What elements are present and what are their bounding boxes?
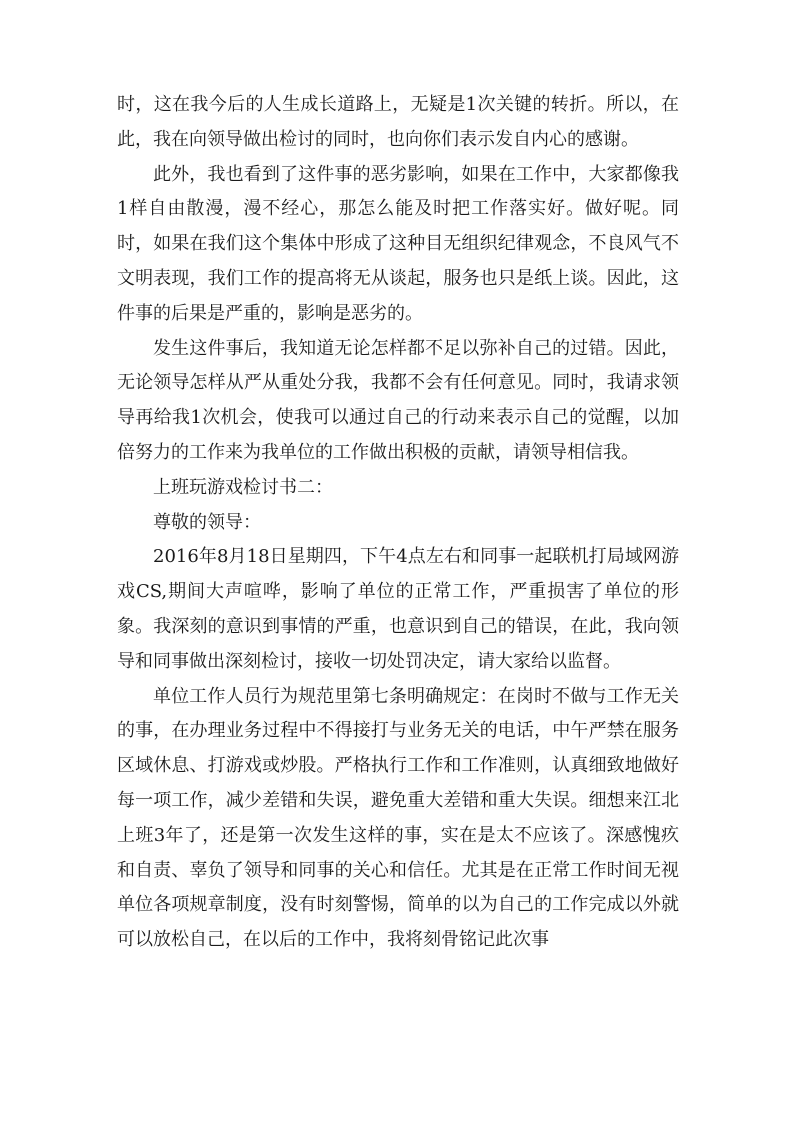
paragraph-request: 发生这件事后，我知道无论怎样都不足以弥补自己的过错。因此，无论领导怎样从严从重处分我，我都不会有任何意见。同时，我请求领导再给我1次机会，使我可以通过自己的行动来表示自己的觉醒，以加倍努力的工作来为我单位的工作做出积极的贡献，请领导相信我。 <box>117 337 679 463</box>
paragraph-incident: 2016年8月18日星期四，下午4点左右和同事一起联机打局域网游戏CS,期间大声喧哗，影响了单位的正常工作，严重损害了单位的形象。我深刻的意识到事情的严重，也意识到自己的错误，在此，我向领导和同事做出深刻检讨，接收一切处罚决定，请大家给以监督。 <box>117 546 679 672</box>
paragraph-continuation: 时，这在我今后的人生成长道路上，无疑是1次关键的转折。所以，在此，我在向领导做出检讨的同时，也向你们表示发自内心的感谢。 <box>117 94 679 150</box>
paragraph-regulations: 单位工作人员行为规范里第七条明确规定：在岗时不做与工作无关的事，在办理业务过程中不得接打与业务无关的电话，中午严禁在服务区域休息、打游戏或炒股。严格执行工作和工作准则，认真细致地做好每一项工作，减少差错和失误，避免重大差错和重大失误。细想来江北上班3年了，还是第一次发生这样的事，实在是太不应该了。深感愧疚和自责、辜负了领导和同事的关心和信任。尤其是在正常工作时间无视单位各项规章制度，没有时刻警惕，简单的以为自己的工作完成以外就可以放松自己，在以后的工作中，我将刻骨铭记此次事 <box>117 685 679 951</box>
salutation: 尊敬的领导： <box>153 511 261 533</box>
document-page <box>117 88 679 958</box>
paragraph-consequences: 此外，我也看到了这件事的恶劣影响，如果在工作中，大家都像我1样自由散漫，漫不经心，那怎么能及时把工作落实好。做好呢。同时，如果在我们这个集体中形成了这种目无组织纪律观念，不良风气不文明表现，我们工作的提高将无从谈起，服务也只是纸上谈。因此，这件事的后果是严重的，影响是恶劣的。 <box>117 163 679 324</box>
section-heading: 上班玩游戏检讨书二： <box>153 476 333 498</box>
